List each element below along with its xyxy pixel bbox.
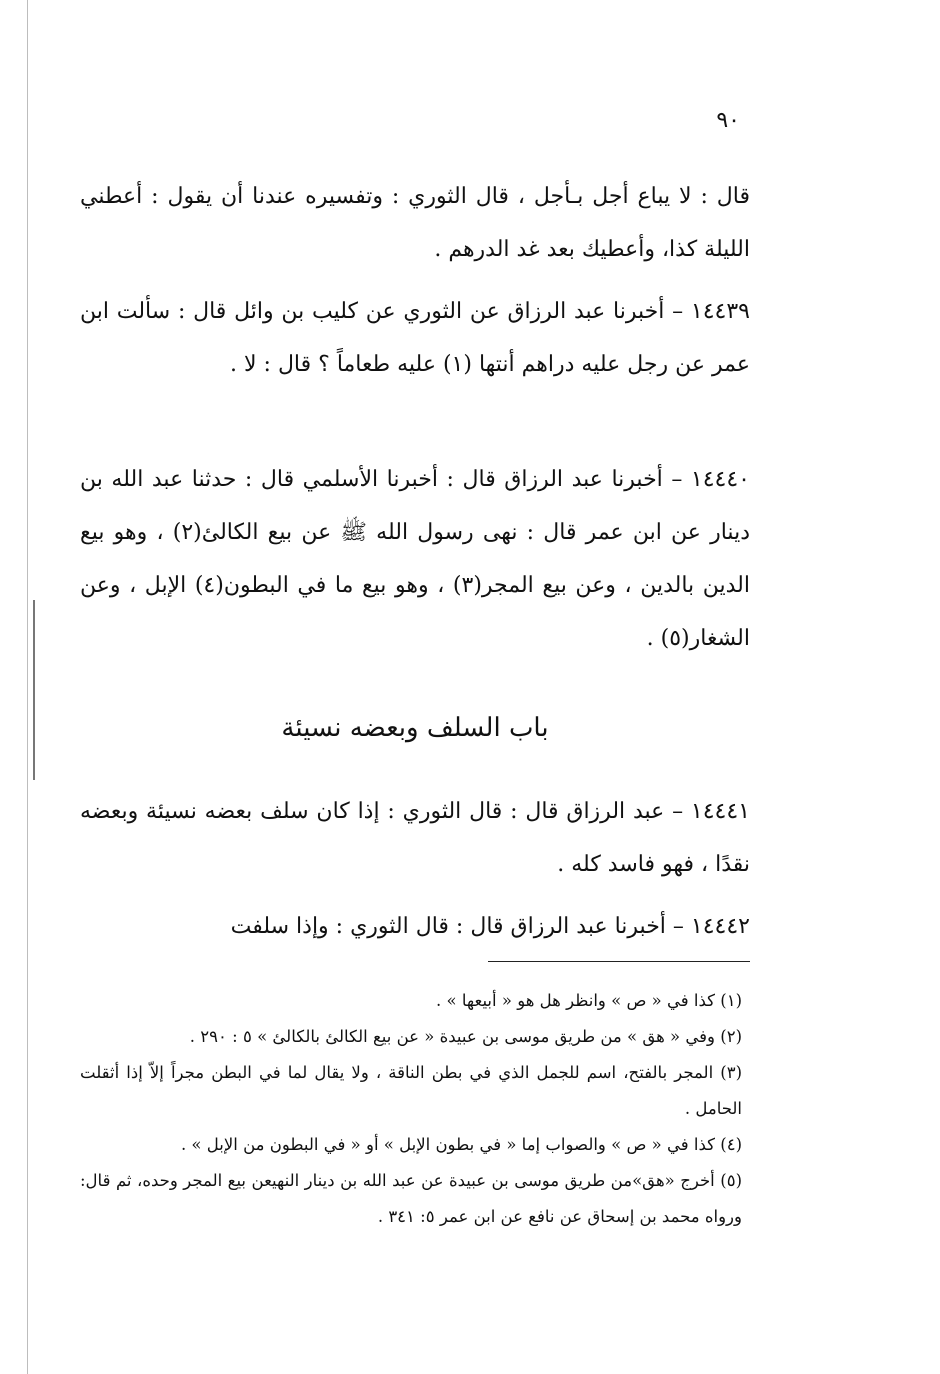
hadith-14439: ١٤٤٣٩ – أخبرنا عبد الرزاق عن الثوري عن كليب بن وائل قال : سألت ابن عمر عن رجل عليه دراهم أنتها (١) عليه طعاماً ؟ قال : لا . <box>80 299 750 377</box>
page-number: ٩٠ <box>716 108 740 133</box>
footnote-5: (٥) أخرج «هق»من طريق موسى بن عبيدة عن عبد الله بن دينار النهيعن بيع المجر وحده، ثم قال: ورواه محمد بن إسحاق عن نافع عن ابن عمر ٥: ٣٤١ . <box>80 1171 742 1226</box>
footnote-1: (١) كذا في « ص » وانظر هل هو « أبيعها » . <box>436 991 742 1010</box>
scan-margin-mark <box>33 600 35 780</box>
paragraph-intro: قال : لا يباع أجل بـأجل ، قال الثوري : وتفسيره عندنا أن يقول : أعطني الليلة كذا، وأعطيك بعد غد الدرهم . <box>80 184 750 262</box>
footnote-2: (٢) وفي « هق » من طريق موسى بن عبيدة « عن بيع الكالئ بالكالئ » ٥ : ٢٩٠ . <box>189 1027 742 1046</box>
hadith-14442: ١٤٤٤٢ – أخبرنا عبد الرزاق قال : قال الثوري : وإذا سلفت <box>230 914 750 939</box>
footnote-4: (٤) كذا في « ص » والصواب إما « في بطون الإبل » أو « في البطون من الإبل » . <box>180 1135 742 1154</box>
footnote-3: (٣) المجر بالفتح، اسم للجمل الذي في بطن الناقة ، ولا يقال لما في البطن مجراً إلاّ إذا أثقلت الحامل . <box>80 1063 742 1118</box>
footnotes <box>80 983 750 1235</box>
scan-margin-line <box>27 0 28 1374</box>
hadith-14441: ١٤٤٤١ – عبد الرزاق قال : قال الثوري : إذا كان سلف بعضه نسيئة وبعضه نقدًا ، فهو فاسد كله . <box>80 799 750 877</box>
footnote-separator <box>488 961 750 962</box>
hadith-14440: ١٤٤٤٠ – أخبرنا عبد الرزاق قال : أخبرنا الأسلمي قال : حدثنا عبد الله بن دينار عن ابن عمر قال : نهى رسول الله ﷺ عن بيع الكالئ(٢) ، وهو بيع الدين بالدين ، وعن بيع المجر(٣) ، وهو بيع ما في البطون(٤) الإبل ، وعن الشغار(٥) . <box>80 467 750 651</box>
chapter-title: باب السلف وبعضه نسيئة <box>281 713 549 743</box>
